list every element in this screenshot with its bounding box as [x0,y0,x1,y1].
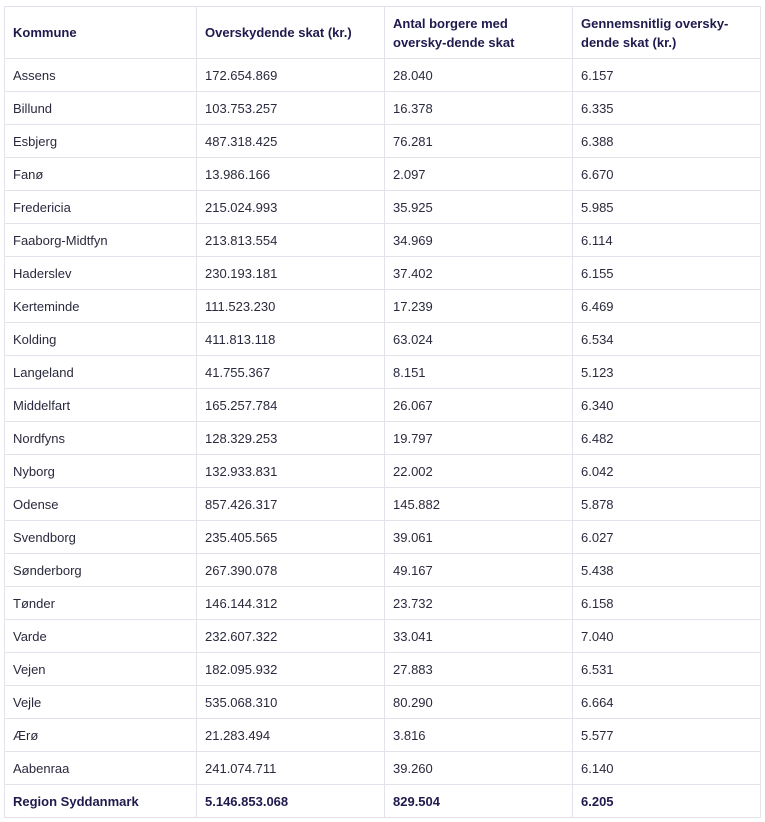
table-row [5,191,761,224]
header-overskydende-skat: Overskydende skat (kr.) [197,7,385,59]
cell-gennemsnitlig-skat: 6.114 [573,224,761,257]
cell-kommune: Middelfart [5,389,197,422]
cell-antal-borgere: 22.002 [385,455,573,488]
cell-gennemsnitlig-skat: 6.155 [573,257,761,290]
cell-kommune: Varde [5,620,197,653]
cell-overskydende-skat: 215.024.993 [197,191,385,224]
cell-overskydende-skat: 41.755.367 [197,356,385,389]
cell-antal-borgere: 49.167 [385,554,573,587]
header-kommune: Kommune [5,7,197,59]
cell-antal-borgere: 63.024 [385,323,573,356]
cell-kommune: Langeland [5,356,197,389]
cell-kommune: Vejle [5,686,197,719]
table-row [5,587,761,620]
cell-antal-borgere: 28.040 [385,59,573,92]
cell-antal-borgere: 35.925 [385,191,573,224]
cell-kommune: Ærø [5,719,197,752]
table-row [5,59,761,92]
cell-overskydende-skat: 487.318.425 [197,125,385,158]
cell-kommune: Vejen [5,653,197,686]
table-row [5,752,761,785]
cell-overskydende-skat: 21.283.494 [197,719,385,752]
total-row [5,785,761,818]
header-row [5,7,761,59]
cell-gennemsnitlig-skat: 6.531 [573,653,761,686]
cell-kommune: Svendborg [5,521,197,554]
cell-antal-borgere: 16.378 [385,92,573,125]
cell-kommune: Faaborg-Midtfyn [5,224,197,257]
cell-gennemsnitlig-skat: 6.157 [573,59,761,92]
cell-kommune: Fanø [5,158,197,191]
table-row [5,488,761,521]
total-gennemsnitlig-skat: 6.205 [573,785,761,818]
cell-overskydende-skat: 165.257.784 [197,389,385,422]
cell-antal-borgere: 33.041 [385,620,573,653]
cell-overskydende-skat: 535.068.310 [197,686,385,719]
cell-gennemsnitlig-skat: 6.388 [573,125,761,158]
cell-kommune: Haderslev [5,257,197,290]
table-body [5,59,761,785]
cell-antal-borgere: 80.290 [385,686,573,719]
cell-overskydende-skat: 182.095.932 [197,653,385,686]
cell-kommune: Aabenraa [5,752,197,785]
cell-gennemsnitlig-skat: 5.577 [573,719,761,752]
cell-antal-borgere: 76.281 [385,125,573,158]
cell-antal-borgere: 23.732 [385,587,573,620]
cell-antal-borgere: 19.797 [385,422,573,455]
cell-gennemsnitlig-skat: 6.670 [573,158,761,191]
total-label: Region Syddanmark [5,785,197,818]
cell-gennemsnitlig-skat: 6.469 [573,290,761,323]
cell-gennemsnitlig-skat: 6.140 [573,752,761,785]
table-row [5,290,761,323]
cell-gennemsnitlig-skat: 5.878 [573,488,761,521]
cell-kommune: Sønderborg [5,554,197,587]
table-row [5,521,761,554]
cell-overskydende-skat: 172.654.869 [197,59,385,92]
cell-gennemsnitlig-skat: 6.534 [573,323,761,356]
table-row [5,554,761,587]
table-row [5,224,761,257]
cell-antal-borgere: 39.061 [385,521,573,554]
total-antal-borgere: 829.504 [385,785,573,818]
cell-kommune: Tønder [5,587,197,620]
cell-antal-borgere: 2.097 [385,158,573,191]
table-row [5,719,761,752]
cell-kommune: Odense [5,488,197,521]
cell-kommune: Kolding [5,323,197,356]
table-row [5,422,761,455]
cell-antal-borgere: 34.969 [385,224,573,257]
cell-kommune: Kerteminde [5,290,197,323]
table-header [5,7,761,59]
cell-antal-borgere: 37.402 [385,257,573,290]
table-row [5,356,761,389]
cell-overskydende-skat: 213.813.554 [197,224,385,257]
cell-overskydende-skat: 267.390.078 [197,554,385,587]
cell-overskydende-skat: 232.607.322 [197,620,385,653]
cell-gennemsnitlig-skat: 6.042 [573,455,761,488]
table-row [5,686,761,719]
cell-gennemsnitlig-skat: 5.438 [573,554,761,587]
cell-overskydende-skat: 411.813.118 [197,323,385,356]
table-row [5,158,761,191]
cell-antal-borgere: 27.883 [385,653,573,686]
table-row [5,323,761,356]
cell-kommune: Fredericia [5,191,197,224]
cell-antal-borgere: 145.882 [385,488,573,521]
header-gennemsnitlig-skat: Gennemsnitlig oversky-dende skat (kr.) [573,7,761,59]
tax-table [4,6,761,818]
cell-gennemsnitlig-skat: 6.340 [573,389,761,422]
cell-overskydende-skat: 103.753.257 [197,92,385,125]
table-row [5,455,761,488]
cell-kommune: Nordfyns [5,422,197,455]
cell-kommune: Esbjerg [5,125,197,158]
table-row [5,125,761,158]
cell-kommune: Billund [5,92,197,125]
cell-antal-borgere: 8.151 [385,356,573,389]
table-row [5,257,761,290]
cell-gennemsnitlig-skat: 6.664 [573,686,761,719]
cell-overskydende-skat: 132.933.831 [197,455,385,488]
cell-gennemsnitlig-skat: 5.123 [573,356,761,389]
cell-gennemsnitlig-skat: 6.027 [573,521,761,554]
header-antal-borgere: Antal borgere med oversky-dende skat [385,7,573,59]
cell-kommune: Assens [5,59,197,92]
cell-overskydende-skat: 128.329.253 [197,422,385,455]
total-overskydende-skat: 5.146.853.068 [197,785,385,818]
cell-overskydende-skat: 241.074.711 [197,752,385,785]
cell-gennemsnitlig-skat: 5.985 [573,191,761,224]
cell-gennemsnitlig-skat: 6.482 [573,422,761,455]
cell-antal-borgere: 26.067 [385,389,573,422]
cell-gennemsnitlig-skat: 6.158 [573,587,761,620]
table-row [5,653,761,686]
table-row [5,389,761,422]
cell-overskydende-skat: 857.426.317 [197,488,385,521]
cell-overskydende-skat: 230.193.181 [197,257,385,290]
cell-antal-borgere: 17.239 [385,290,573,323]
cell-antal-borgere: 3.816 [385,719,573,752]
table-container [4,6,761,818]
cell-overskydende-skat: 146.144.312 [197,587,385,620]
cell-kommune: Nyborg [5,455,197,488]
cell-gennemsnitlig-skat: 7.040 [573,620,761,653]
table-footer [5,785,761,818]
cell-gennemsnitlig-skat: 6.335 [573,92,761,125]
cell-overskydende-skat: 235.405.565 [197,521,385,554]
table-row [5,620,761,653]
cell-overskydende-skat: 111.523.230 [197,290,385,323]
cell-overskydende-skat: 13.986.166 [197,158,385,191]
table-row [5,92,761,125]
cell-antal-borgere: 39.260 [385,752,573,785]
